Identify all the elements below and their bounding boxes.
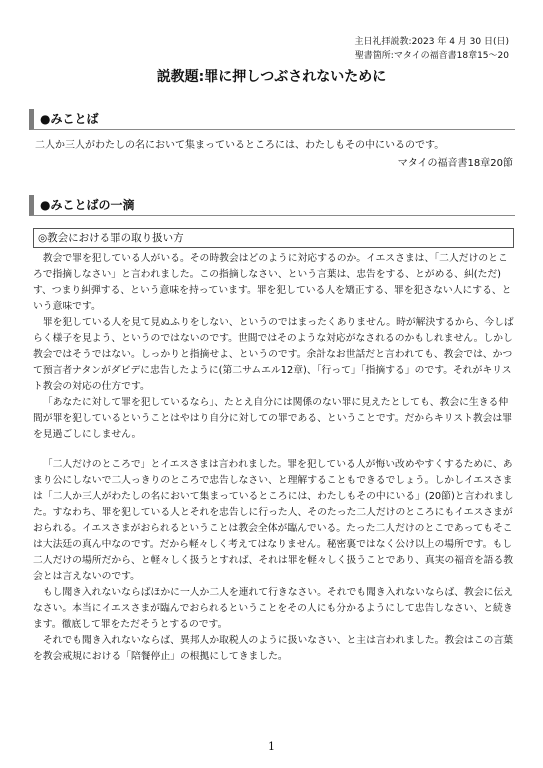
verse-reference: マタイの福音書18章20節 (397, 158, 513, 169)
section-heading-word: ●みことば (29, 109, 515, 130)
service-date: 主日礼拝説教:2023 年 4 月 30 日(日) (354, 37, 509, 47)
paragraph: 教会で罪を犯している人がいる。その時教会はどのように対応するのか。イエスさまは、「二人だけのところで指摘しなさい」と言われました。この指摘しなさい、という言葉は、忠告をする、とがめる、糾(ただ)す、つまり糾弾する、という意味を持っています。罪を犯している人を矯正する、罪を犯さない人にする、という意味です。 (33, 253, 512, 312)
paragraph: 「あなたに対して罪を犯しているなら」、たとえ自分には関係のない罪に見えたとしても、教会に生きる仲間が罪を犯しているということはやはり自分に対しての罪である、ということです。だからキリスト教会は罪を見過ごしにしません。 (33, 397, 513, 440)
page-number: 1 (268, 740, 275, 753)
paragraph-spacer (33, 443, 514, 457)
paragraph: それでも聞き入れないならば、異邦人か取税人のように扱いなさい、と主は言われました。教会はこの言葉を教会戒規における「陪餐停止」の根拠にしてきました。 (33, 635, 514, 662)
section-heading-drop: ●みことばの一滴 (29, 195, 515, 216)
sermon-title: 説教題:罪に押しつぶされないために (156, 69, 387, 85)
scripture-passage: 聖書箇所:マタイの福音書18章15〜20 (354, 51, 509, 61)
paragraph: もし聞き入れないならばほかに一人か二人を連れて行きなさい。それでも聞き入れないならば、教会に伝えなさい。本当にイエスさまが臨んでおられるということをその人にも分かるようにして忠告しなさい、と続きます。徹底して罪をただそうとするのです。 (33, 587, 514, 630)
verse-text: 二人か三人がわたしの名において集まっているところには、わたしもその中にいるのです。 (35, 140, 445, 151)
paragraph: 罪を犯している人を見て見ぬふりをしない、というのではまったくありません。時が解決するから、今しばらく様子を見よう、というのではないのです。世間ではそのような対応がなされるのかもしれません。しかし教会ではそうではない。しっかりと指摘せよ、というのです。余計なお世話だと言われても、教会では、かつて預言者ナタンがダビデに忠告したように(第二サムエル12章)、「行って」「指摘する」のです。それがキリスト教会の対応の仕方です。 (33, 317, 514, 392)
paragraph: 「二人だけのところで」とイエスさまは言われました。罪を犯している人が悔い改めやすくするために、あまり公にしないで二人っきりのところで忠告しなさい、と理解することもできるでしょう。しかしイエスさまは「二人か三人がわたしの名において集まっているところには、わたしもその中にいる」(20節)と言われました。すなわち、罪を犯している人とそれを忠告しに行った人、そのたった二人だけのところにもイエスさまがおられる。イエスさまがおられるということは教会全体が臨んでいる。たった二人だけのとこであってもそこは大法廷の真ん中なのです。だから軽々しく考えてはなりません。秘密裏ではなく公け以上の場所です。もし二人だけの場所だから、と軽々しく扱うとすれば、それは罪を軽々しく扱うことであり、真実の福音を語る教会とは言えないのです。 (33, 459, 514, 582)
sermon-body (33, 251, 514, 665)
topic-box: ◎教会における罪の取り扱い方 (33, 228, 514, 248)
